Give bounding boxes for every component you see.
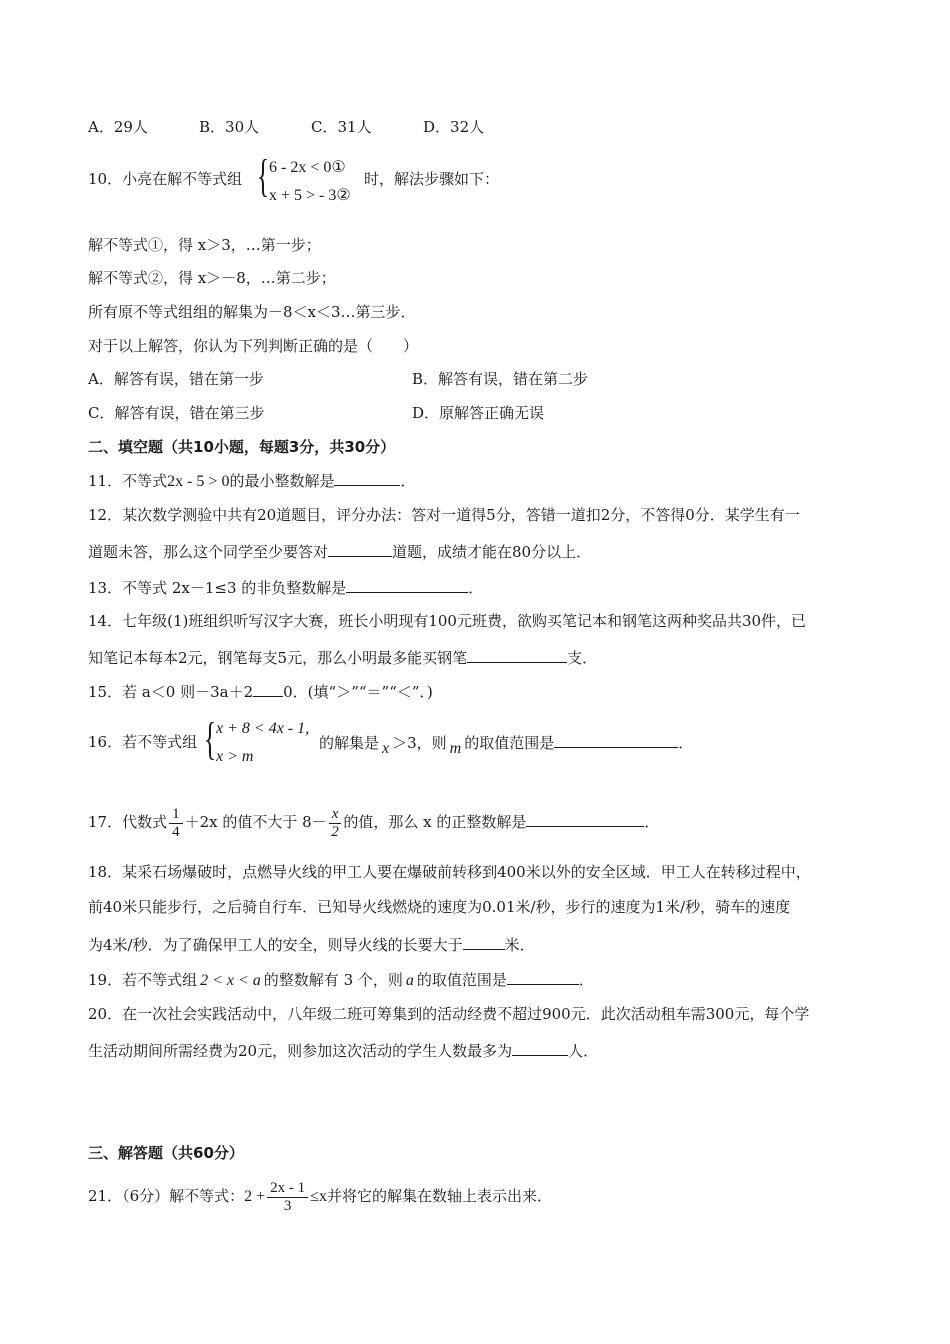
q21-frac-num: 2x - 1	[267, 1180, 308, 1198]
q12-text-a: 道题未答，那么这个同学至少要答对	[88, 543, 329, 561]
q10-option-c: C．解答有误，错在第三步	[88, 404, 265, 422]
q17-mid1: ＋2x 的值不大于 8－	[184, 813, 327, 831]
q10-step-1: 解不等式①，得 x＞3，…第一步；	[88, 236, 321, 254]
q21-suffix: 并将它的解集在数轴上表示出来．	[326, 1187, 552, 1205]
q10-option-a: A．解答有误，错在第一步	[88, 370, 264, 388]
q11-expr: 2x - 5 > 0	[167, 473, 230, 490]
q16-mid2: ＞3，则	[392, 734, 447, 752]
q10-question: 对于以上解答，你认为下列判断正确的是（ ）	[88, 337, 419, 355]
q18-answer-blank[interactable]	[463, 934, 505, 950]
q15	[88, 681, 433, 702]
q21-fraction	[267, 1180, 308, 1215]
q17-end: ．	[644, 813, 660, 831]
q19-suffix: 的取值范围是	[416, 971, 507, 989]
q11-answer-blank[interactable]	[334, 470, 400, 486]
q18-line-2: 前40米只能步行，之后骑自行车．已知导火线燃烧的速度为0.01米/秒，步行的速度为1米/秒，骑车的速度	[88, 898, 791, 916]
q12-line-2	[88, 541, 591, 562]
q18-line-1: 18．某采石场爆破时，点燃导火线的甲工人要在爆破前转移到400米以外的安全区域．甲工人在转移过程中，	[88, 863, 811, 881]
q10-prefix: 10．小亮在解不等式组	[88, 170, 243, 188]
q17-prefix: 17．代数式	[88, 813, 168, 831]
q17-fraction-1	[169, 806, 183, 841]
q19-prefix: 19．若不等式组	[88, 971, 198, 989]
q11-end: ．	[400, 472, 416, 490]
q19	[88, 969, 594, 991]
q10-brace: {	[257, 150, 270, 201]
q16-mid3: 的取值范围是	[464, 734, 555, 752]
q16-eq2: x > m	[216, 748, 254, 765]
q19-expr: 2 < x < a	[200, 972, 261, 989]
q16-var-m: m	[449, 740, 462, 757]
q15-text-a: 15．若 a＜0 则－3a＋2	[88, 683, 254, 701]
q19-var-a: a	[405, 972, 414, 989]
q19-answer-blank[interactable]	[507, 969, 579, 985]
q18-text-a: 为4米/秒．为了确保甲工人的安全，则导火线的长要大于	[88, 936, 463, 954]
q11	[88, 470, 415, 492]
q21-tail: ≤x	[310, 1188, 327, 1205]
q12-text-b: 道题，成绩才能在80分以上．	[392, 543, 592, 561]
q19-mid: 的整数解有 3 个，则	[263, 971, 403, 989]
q10-eq1: 6 - 2x < 0①	[269, 159, 346, 176]
q21	[88, 1176, 552, 1217]
q20-line-2	[88, 1040, 598, 1061]
q13-answer-blank[interactable]	[346, 577, 468, 593]
q16-end: ．	[678, 734, 694, 752]
q18-text-b: 米．	[504, 936, 535, 954]
q9-option-b: B．30人	[199, 118, 260, 136]
q10-step-3: 所有原不等式组组的解集为－8＜x＜3…第三步．	[88, 303, 416, 321]
q20-text-b: 人．	[568, 1042, 599, 1060]
q9-option-d: D．32人	[423, 118, 485, 136]
q15-answer-blank[interactable]	[253, 681, 283, 697]
q20-text-a: 生活动期间所需经费为20元，则参加这次活动的学生人数最多为	[88, 1042, 513, 1060]
q10-option-d: D．原解答正确无误	[412, 404, 545, 422]
q14-line-1: 14．七年级(1)班组织听写汉字大赛，班长小明现有100元班费，欲购买笔记本和钢笔这两种奖品共30件，已	[88, 612, 807, 630]
q17-frac1-num: 1	[169, 806, 183, 824]
q11-suffix: 的最小整数解是	[229, 472, 335, 490]
q21-frac-den: 3	[283, 1197, 292, 1214]
q13-text: 13．不等式 2x－1≤3 的非负整数解是	[88, 579, 347, 597]
q11-prefix: 11．不等式	[88, 472, 168, 490]
q21-lead: 2 +	[244, 1188, 266, 1205]
q17-answer-blank[interactable]	[526, 811, 644, 827]
q10-step-2: 解不等式②，得 x＞－8，…第二步；	[88, 269, 336, 287]
q17-frac2-num: x	[329, 806, 342, 824]
q20-line-1: 20．在一次社会实践活动中，八年级二班可筹集到的活动经费不超过900元．此次活动租车需300元，每个学	[88, 1005, 810, 1023]
section-2-title: 二、填空题（共10小题，每题3分，共30分）	[88, 438, 396, 456]
q10-option-b: B．解答有误，错在第二步	[412, 370, 589, 388]
q17-fraction-2	[329, 806, 342, 841]
q13-end: ．	[468, 579, 484, 597]
q16-rest	[319, 732, 694, 757]
q21-prefix: 21．（6分）解不等式：	[88, 1187, 245, 1205]
q16-eq1: x + 8 < 4x - 1,	[216, 720, 310, 737]
q14-answer-blank[interactable]	[467, 647, 567, 663]
q12-answer-blank[interactable]	[328, 541, 392, 557]
q17-frac2-den: 2	[331, 823, 339, 840]
q18-line-3	[88, 934, 535, 955]
q17-frac1-den: 4	[172, 823, 180, 840]
q14-text-a: 知笔记本每本2元，钢笔每支5元，那么小明最多能买钢笔	[88, 649, 468, 667]
q16-var-x: x	[382, 740, 390, 757]
q16-mid1: 的解集是	[319, 734, 380, 752]
q16-brace: {	[204, 713, 217, 764]
q20-answer-blank[interactable]	[512, 1040, 568, 1056]
q10-suffix: 时，解法步骤如下：	[364, 170, 500, 188]
q10-system	[257, 150, 367, 213]
q16-prefix: 16．若不等式组	[88, 733, 198, 751]
q17-mid2: 的值，那么 x 的正整数解是	[343, 813, 527, 831]
q14-text-b: 支．	[567, 649, 598, 667]
q15-text-b: 0．(填“＞”“＝”“＜”．)	[283, 683, 433, 701]
q9-option-c: C．31人	[311, 118, 372, 136]
q16-system	[204, 713, 324, 776]
section-3-title: 三、解答题（共60分）	[88, 1144, 244, 1162]
q19-end: ．	[578, 971, 594, 989]
q9-option-a: A．29人	[88, 118, 148, 136]
q16-answer-blank[interactable]	[554, 732, 678, 748]
q13	[88, 577, 483, 598]
q17	[88, 802, 659, 842]
q14-line-2	[88, 647, 597, 668]
q12-line-1: 12．某次数学测验中共有20道题目，评分办法：答对一道得5分，答错一道扣2分，不答得0分．某学生有一	[88, 506, 800, 524]
q10-eq2: x + 5 > - 3②	[269, 187, 351, 204]
